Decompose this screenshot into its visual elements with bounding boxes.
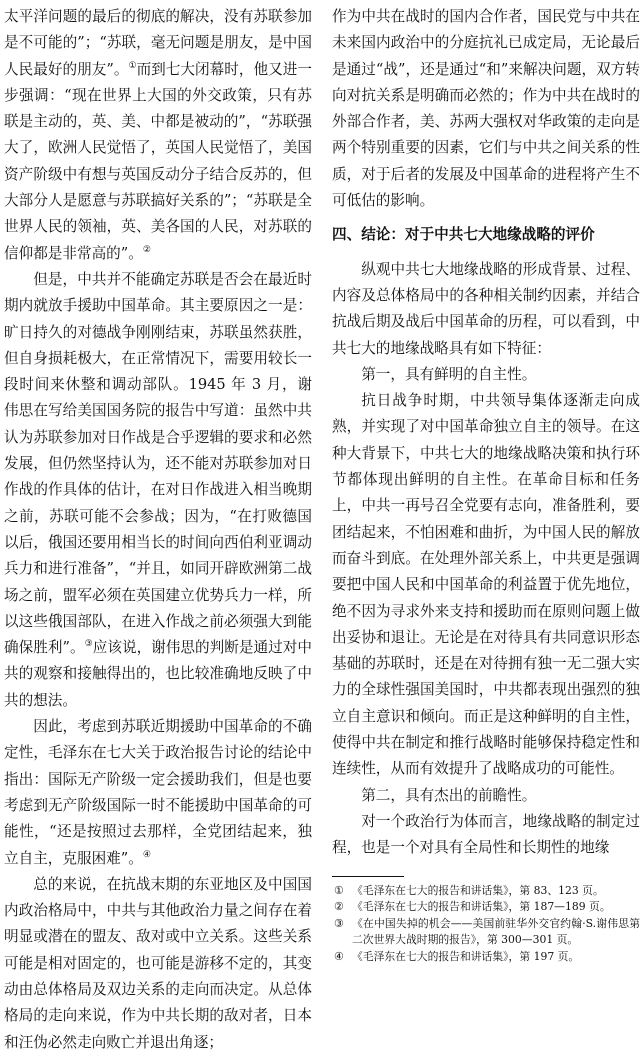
paragraph: 总的来说，在抗战末期的东亚地区及中国国内政治格局中，中共与其他政治力量之间存在着明显或潜在的盟友、敌对或中立关系。这些关系可能是相对固定的，也可能是游移不定的，其变动由总体格局及双边关系的走向而决定。从总体格局的走向来说，作为中共长期的敌对者，日本和汪伪必然走向败亡并退出角逐； [4,875,312,1051]
paragraph: 但是，中共并不能确定苏联是否会在最近时期内就放手援助中国革命。其主要原因之一是：旷日持久的对德战争刚刚结束，苏联虽然获胜，但自身损耗极大，在正常情况下，需要用较长一段时间来休整和调动部队。1945 年 3 月，谢伟思在写给美国国务院的报告中写道：虽然中共认为苏联参加对日作战是合乎逻辑的要求和必然发展，但仍然坚持认为，还不能对苏联参加对日作战的作具体的估计，在对日作战进入相当晚期之前，苏联可能不会参战；因为，“在打败德国以后，俄国还要用相当长的时间向西伯利亚调动兵力和进行准备”，“并且，如同开辟欧洲第二战场之前，盟军必须在英国建立优势兵力一样，所以这些俄国部队，在进入作战之前必须强大到能确保胜利”。③应该说，谢伟思的判断是通过对中共的观察和接触得出的，也比较准确地反映了中共的想法。 [4,270,312,709]
paragraph: 第二，具有杰出的前瞻性。 [361,786,537,804]
right-column [332,4,640,965]
footnote-mark: ② [334,900,344,913]
footnote-mark: ④ [334,949,344,963]
paragraph: 第一，具有鲜明的自主性。 [361,365,537,383]
footnote: ① 《毛泽东在七大的报告和讲话集》，第 83、123 页。 [332,883,640,900]
footnote-ref: ④ [142,849,151,860]
footnote-ref: ① [128,60,137,71]
section-heading: 四、结论：对于中共七大地缘战略的评价 [332,226,595,244]
paragraph: 对一个政治行为体而言，地缘战略的制定过程，也是一个对具有全局性和长期性的地缘 [332,812,640,857]
paragraph: 太平洋问题的最后的彻底的解决，没有苏联参加是不可能的”；“苏联，毫无问题是朋友，是中国人民最好的朋友”。①而到七大闭幕时，他又进一步强调：“现在世界上大国的外交政策，只有苏联是主动的，英、美、中都是被动的”，“苏联强大了，欧洲人民觉悟了，英国人民觉悟了，美国资产阶级中有想与英国反动分子结合反苏的，但大部分人是愿意与苏联搞好关系的”；“苏联是全世界人民的领袖，英、美各国的人民，对苏联的信仰都是非常高的”。② [4,8,312,262]
footnote-mark: ③ [334,916,344,930]
footnote-mark: ① [334,883,344,897]
footnote-ref: ③ [84,639,93,650]
paragraph: 因此，考虑到苏联近期援助中国革命的不确定性，毛泽东在七大关于政治报告讨论的结论中指出：国际无产阶级一定会援助我们，但是也要考虑到无产阶级国际一时不能援助中国革命的可能性，“还是按照过去那样，全党团结起来，独立自主，克服困难”。④ [4,718,312,867]
footnote: ③ 《在中国失掉的机会——美国前驻华外交官约翰·S.谢伟思第二次世界大战时期的报告》，第 300—301 页。 [334,916,640,946]
footnote-ref: ② [142,244,151,255]
paragraph: 纵观中共七大地缘战略的形成背景、过程、内容及总体格局中的各种相关制约因素，并结合抗战后期及战后中国革命的历程，可以看到，中共七大的地缘战略具有如下特征： [332,260,640,357]
footnotes [332,883,640,966]
paragraph: 作为中共在战时的国内合作者，国民党与中共在未来国内政治中的分庭抗礼已成定局，无论最后是通过“战”，还是通过“和”来解决问题，双方转向对抗关系是明确而必然的；作为中共在战时的外部合作者，美、苏两大强权对华政策的走向是两个特别重要的因素，它们与中共之间关系的性质，对于后者的发展及中国革命的进程将产生不可低估的影响。 [332,8,640,210]
footnote: ④ 《毛泽东在七大的报告和讲话集》，第 197 页。 [332,949,640,966]
paragraph: 抗日战争时期，中共领导集体逐渐走向成熟，并实现了对中国革命独立自主的领导。在这种大背景下，中共七大的地缘战略决策和执行环节都体现出鲜明的自主性。在革命目标和任务上，中共一再号召全党要有志向，准备胜利，要团结起来，不怕困难和曲折，为中国人民的解放而奋斗到底。在处理外部关系上，中共更是强调要把中国人民和中国革命的利益置于优先地位，绝不因为寻求外来支持和援助而在原则问题上做出妥协和退让。无论是在对待具有共同意识形态基础的苏联时，还是在对待拥有独一无二强大实力的全球性强国美国时，中共都表现出强烈的独立自主意识和倾向。而正是这种鲜明的自主性，使得中共在制定和推行战略时能够保持稳定性和连续性，从而有效提升了战略成功的可能性。 [332,392,640,778]
left-column [4,4,312,1056]
footnote-divider [332,876,404,877]
footnote: ② 《毛泽东在七大的报告和讲话集》，第 187—189 页。 [332,899,640,916]
